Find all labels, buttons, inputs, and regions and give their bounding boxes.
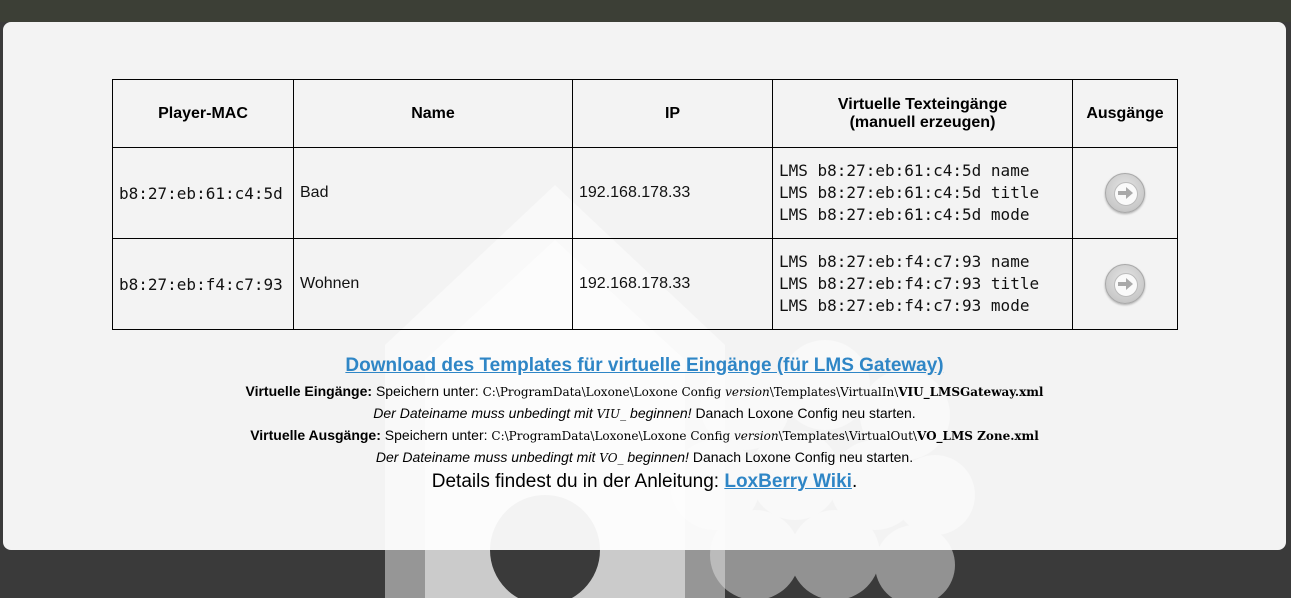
save-under-label: Speichern unter: <box>384 427 488 443</box>
virtual-inputs-label: Virtuelle Eingänge: <box>245 383 373 399</box>
details-period: . <box>851 471 858 492</box>
vti-line: LMS b8:27:eb:f4:c7:93 name <box>779 252 1030 271</box>
restart-note: Danach Loxone Config neu starten. <box>692 449 914 465</box>
details-text: Details findest du in der Anleitung: <box>431 471 720 492</box>
path-version: version <box>725 385 770 399</box>
note-prefix: VO_ <box>599 451 624 465</box>
path-filename: VO_LMS Zone.xml <box>916 429 1039 443</box>
table-row <box>113 239 1178 330</box>
path-folder: \Templates\VirtualOut\ <box>778 429 917 443</box>
download-templates-link[interactable]: Download des Templates für virtuelle Eingänge (für LMS Gateway) <box>345 355 944 376</box>
note-text-end: beginnen! <box>627 449 689 465</box>
details-line <box>3 471 1286 493</box>
outputs-arrow-button[interactable] <box>1105 264 1145 304</box>
header-name: Name <box>294 80 573 148</box>
player-name: Bad <box>294 148 573 239</box>
virtual-inputs-save-line <box>3 381 1286 403</box>
table-row <box>113 148 1178 239</box>
player-ip: 192.168.178.33 <box>573 148 773 239</box>
note-text: Der Dateiname muss unbedingt mit <box>373 405 593 421</box>
player-name: Wohnen <box>294 239 573 330</box>
path-filename: VIU_LMSGateway.xml <box>898 385 1044 399</box>
top-bar <box>0 0 1291 22</box>
virtual-outputs-label: Virtuelle Ausgänge: <box>250 427 381 443</box>
players-table <box>112 79 1178 330</box>
header-virtual-text-inputs <box>773 80 1073 148</box>
outputs-cell <box>1073 148 1178 239</box>
virtual-outputs-path <box>491 429 1038 443</box>
save-under-label: Speichern unter: <box>375 383 479 399</box>
header-ip: IP <box>573 80 773 148</box>
outputs-cell <box>1073 239 1178 330</box>
outputs-arrow-button[interactable] <box>1105 173 1145 213</box>
note-text: Der Dateiname muss unbedingt mit <box>375 449 596 465</box>
vti-line: LMS b8:27:eb:f4:c7:93 mode <box>779 296 1030 315</box>
path-folder: \Templates\VirtualIn\ <box>769 385 899 399</box>
player-mac: b8:27:eb:61:c4:5d <box>113 148 294 239</box>
virtual-text-inputs <box>773 239 1073 330</box>
path-version: version <box>734 429 779 443</box>
virtual-text-inputs <box>773 148 1073 239</box>
header-vti-title: Virtuelle Texteingänge <box>837 95 1008 113</box>
note-text-end: beginnen! <box>630 405 692 421</box>
vti-line: LMS b8:27:eb:f4:c7:93 title <box>779 274 1040 293</box>
arrow-right-icon <box>1106 265 1144 303</box>
player-ip: 192.168.178.33 <box>573 239 773 330</box>
main-panel <box>3 22 1286 550</box>
restart-note: Danach Loxone Config neu starten. <box>695 405 916 421</box>
virtual-outputs-save-line <box>3 425 1286 447</box>
table-header-row <box>113 80 1178 148</box>
path-prefix: C:\ProgramData\Loxone\Loxone Config <box>482 385 722 399</box>
note-prefix: VIU_ <box>596 407 627 421</box>
vti-line: LMS b8:27:eb:61:c4:5d mode <box>779 205 1030 224</box>
arrow-right-icon <box>1106 174 1144 212</box>
virtual-inputs-path <box>483 385 1044 399</box>
vti-line: LMS b8:27:eb:61:c4:5d title <box>779 183 1040 202</box>
vti-line: LMS b8:27:eb:61:c4:5d name <box>779 161 1030 180</box>
header-vti-subtitle: (manuell erzeugen) <box>849 113 996 131</box>
header-outputs: Ausgänge <box>1073 80 1178 148</box>
virtual-outputs-note <box>3 447 1286 469</box>
header-player-mac: Player-MAC <box>113 80 294 148</box>
path-prefix: C:\ProgramData\Loxone\Loxone Config <box>491 429 731 443</box>
virtual-inputs-note <box>3 403 1286 425</box>
template-info <box>3 355 1286 493</box>
player-mac: b8:27:eb:f4:c7:93 <box>113 239 294 330</box>
loxberry-wiki-link[interactable]: LoxBerry Wiki <box>724 471 852 492</box>
